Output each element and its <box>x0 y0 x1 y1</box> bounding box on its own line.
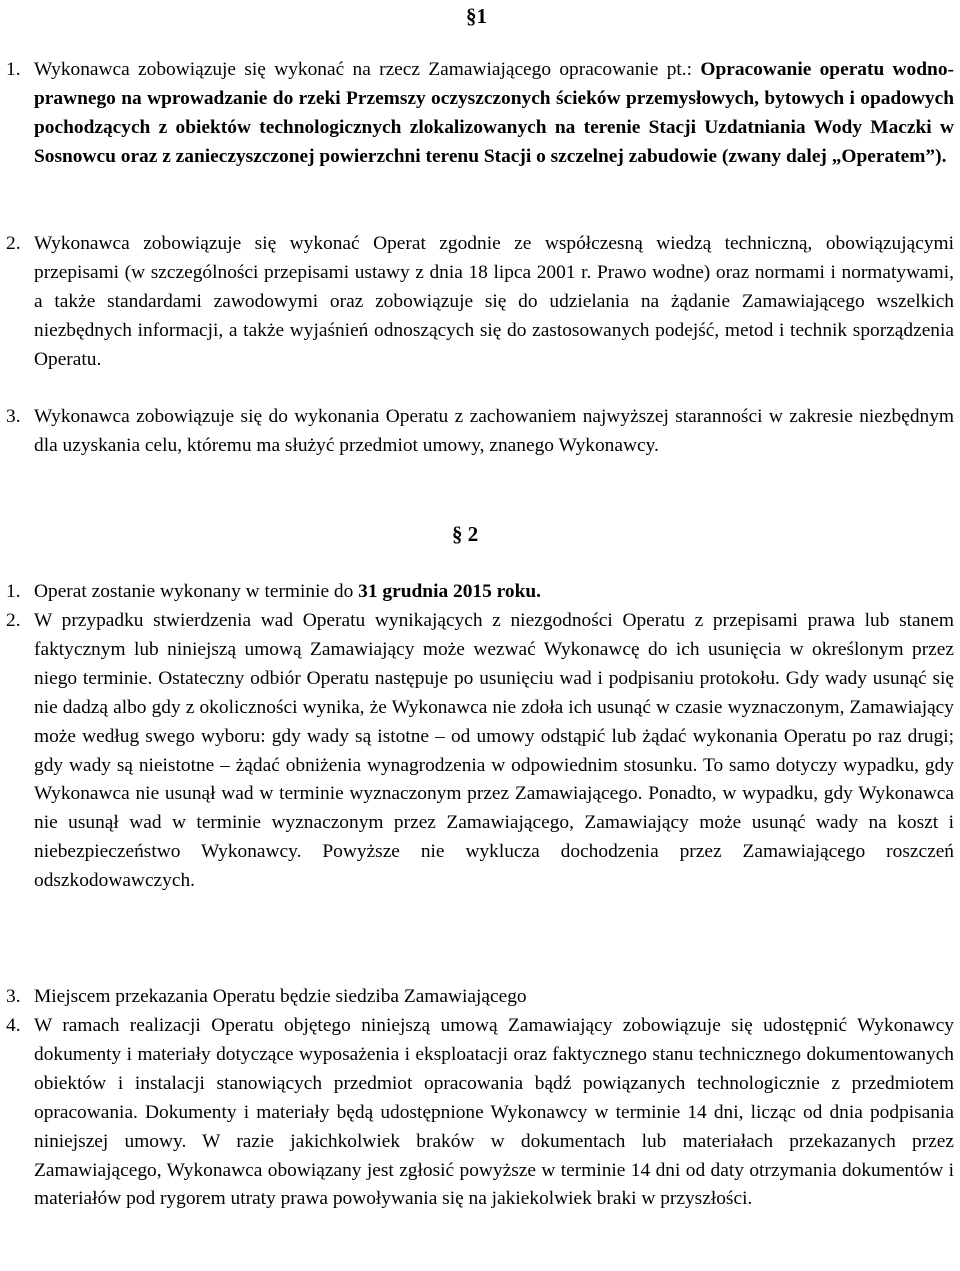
item-number: 3. <box>6 406 21 427</box>
section-1-item-1 <box>6 56 954 172</box>
section-1-heading: §1 <box>466 4 487 28</box>
item-text: Operat zostanie wykonany w terminie do <box>34 581 354 602</box>
item-number: 2. <box>6 233 21 254</box>
item-number: 1. <box>6 59 21 80</box>
item-paragraph: Miejscem przekazania Operatu będzie siedziba Zamawiającego <box>34 986 527 1007</box>
section-2-item-4 <box>6 1012 954 1214</box>
item-number: 2. <box>6 610 21 631</box>
deadline-date: 31 grudnia 2015 roku. <box>358 581 541 602</box>
item-paragraph: Wykonawca zobowiązuje się wykonać Operat zgodnie ze współczesną wiedzą techniczną, obowiązującymi przepisami (w szczególności przepisami ustawy z dnia 18 lipca 2001 r. Prawo wodne) oraz normami i normatywami, a także standardami zawodowymi oraz zobowiązuje się do udzielania na żądanie Zamawiającego wszelkich niezbędnych informacji, a także wyjaśnień odnoszących się do zastosowanych podejść, metod i technik sporządzenia Operatu. <box>34 233 954 370</box>
section-1-item-2 <box>6 230 954 375</box>
item-number: 4. <box>6 1015 21 1036</box>
item-paragraph: W przypadku stwierdzenia wad Operatu wynikających z niezgodności Operatu z przepisami prawa lub stanem faktycznym lub niniejszą umową Zamawiający może wezwać Wykonawcę do ich usunięcia w określonym przez niego terminie. Ostateczny odbiór Operatu następuje po usunięciu wad i podpisaniu protokołu. Gdy wady usunąć się nie dadzą albo gdy z okoliczności wynika, że Wykonawca nie zdoła ich usunąć w czasie wyznaczonym, Zamawiający może według swego wyboru: gdy wady są istotne – od umowy odstąpić lub żądać wykonania Operatu po raz drugi; gdy wady są nieistotne – żądać obniżenia wynagrodzenia w odpowiednim stosunku. To samo dotyczy wypadku, gdy Wykonawca nie usunął wad w terminie wyznaczonym przez Zamawiającego. Ponadto, w wypadku, gdy Wykonawca nie usunął wad w terminie wyznaczonym przez Zamawiającego, Zamawiający może usunąć wady na koszt i niebezpieczeństwo Wykonawcy. Powyższe nie wyklucza dochodzenia przez Zamawiającego roszczeń odszkodowawczych. <box>34 610 954 892</box>
item-paragraph: Wykonawca zobowiązuje się do wykonania Operatu z zachowaniem najwyższej staranności w zakresie niezbędnym dla uzyskania celu, któremu ma służyć przedmiot umowy, znanego Wykonawcy. <box>34 406 954 456</box>
section-2-item-2 <box>6 607 954 896</box>
section-2-item-3 <box>6 983 954 1012</box>
section-1-item-3 <box>6 403 954 461</box>
section-2-item-1 <box>6 578 954 607</box>
item-number: 1. <box>6 581 21 602</box>
item-bold-title: Opracowanie operatu wodno-prawnego na wprowadzanie do rzeki Przemszy oczyszczonych ścieków przemysłowych, bytowych i opadowych pochodzących z obiektów technologicznych zlokalizowanych na terenie Stacji Uzdatniania Wody Maczki w Sosnowcu oraz z zanieczyszczonej powierzchni terenu Stacji o szczelnej zabudowie (zwany dalej „Operatem”). <box>34 59 954 167</box>
item-paragraph: W ramach realizacji Operatu objętego niniejszą umową Zamawiający zobowiązuje się udostępnić Wykonawcy dokumenty i materiały dotyczące wyposażenia i eksploatacji oraz faktycznego stanu technicznego dokumentowanych obiektów i instalacji stanowiących przedmiot opracowania bądź powiązanych technologicznie z przedmiotem opracowania. Dokumenty i materiały będą udostępnione Wykonawcy w terminie 14 dni, licząc od dnia podpisania niniejszej umowy. W razie jakichkolwiek braków w dokumentach lub materiałach przekazanych przez Zamawiającego, Wykonawca obowiązany jest zgłosić powyższe w terminie 14 dni od daty otrzymania dokumentów i materiałów pod rygorem utraty prawa powoływania się na jakiekolwiek braki w przyszłości. <box>34 1015 954 1210</box>
section-2-heading: § 2 <box>452 522 479 546</box>
item-number: 3. <box>6 986 21 1007</box>
item-paragraph <box>34 56 954 172</box>
item-lead-text: Wykonawca zobowiązuje się wykonać na rzecz Zamawiającego opracowanie pt.: <box>34 59 693 80</box>
item-paragraph <box>34 578 954 607</box>
